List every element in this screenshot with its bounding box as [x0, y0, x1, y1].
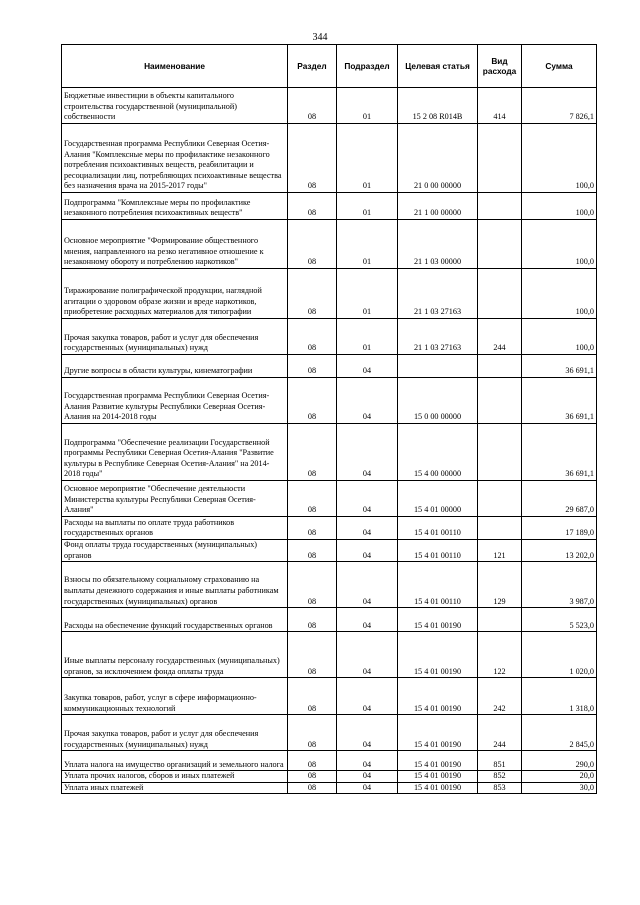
row-target	[398, 355, 478, 378]
row-sum: 36 691,1	[522, 424, 597, 481]
row-name: Государственная программа Республики Северная Осетия-Алания Развитие культуры Республики Северная Осетия-Алания на 2014-2018 годы	[62, 378, 288, 424]
row-subsection: 04	[337, 562, 398, 608]
row-sum: 17 189,0	[522, 517, 597, 540]
row-sum: 36 691,1	[522, 378, 597, 424]
table-row	[62, 632, 597, 678]
row-name: Расходы на выплаты по оплате труда работников государственных органов	[62, 517, 288, 540]
row-sum: 100,0	[522, 269, 597, 319]
row-name: Иные выплаты персоналу государственных (муниципальных) органов, за исключением фонда оплаты труда	[62, 632, 288, 678]
row-name: Основное мероприятие "Формирование общественного мнения, направленного на резко негативное отношение к незаконному обороту и потреблению наркотиков"	[62, 220, 288, 269]
row-target: 15 4 01 00190	[398, 608, 478, 632]
row-name: Бюджетные инвестиции в объекты капитального строительства государственной (муниципальной) собственности	[62, 88, 288, 124]
table-row	[62, 193, 597, 220]
row-expense-type: 852	[478, 771, 522, 783]
row-target: 15 4 01 00190	[398, 751, 478, 771]
row-subsection: 01	[337, 193, 398, 220]
row-expense-type	[478, 124, 522, 193]
row-subsection: 01	[337, 88, 398, 124]
row-target: 15 4 01 00190	[398, 715, 478, 751]
row-sum: 290,0	[522, 751, 597, 771]
row-target: 21 1 03 27163	[398, 269, 478, 319]
row-expense-type: 129	[478, 562, 522, 608]
row-section: 08	[288, 481, 337, 517]
row-target: 21 0 00 00000	[398, 124, 478, 193]
row-name: Взносы по обязательному социальному страхованию на выплаты денежного содержания и иные выплаты работникам государственных (муниципальных) органов	[62, 562, 288, 608]
row-name: Государственная программа Республики Северная Осетия-Алания "Комплексные меры по профилактике незаконного потребления психоактивных веществ, реабилитации и ресоциализации лиц, потребляющих психоактивные вещества без назначения врача на 2015-2017 годы"	[62, 124, 288, 193]
row-section: 08	[288, 715, 337, 751]
table-row	[62, 269, 597, 319]
row-subsection: 04	[337, 608, 398, 632]
row-sum: 36 691,1	[522, 355, 597, 378]
table-row	[62, 715, 597, 751]
row-expense-type	[478, 269, 522, 319]
table-row	[62, 540, 597, 562]
row-sum: 20,0	[522, 771, 597, 783]
row-name: Уплата налога на имущество организаций и земельного налога	[62, 751, 288, 771]
header-sum: Сумма	[522, 45, 597, 88]
row-section: 08	[288, 124, 337, 193]
row-expense-type	[478, 517, 522, 540]
row-target: 15 4 01 00000	[398, 481, 478, 517]
table-row	[62, 378, 597, 424]
row-subsection: 04	[337, 481, 398, 517]
row-sum: 5 523,0	[522, 608, 597, 632]
row-section: 08	[288, 771, 337, 783]
page-number: 344	[312, 32, 328, 43]
row-target: 15 4 01 00110	[398, 540, 478, 562]
row-section: 08	[288, 319, 337, 355]
row-section: 08	[288, 632, 337, 678]
row-subsection: 04	[337, 715, 398, 751]
row-expense-type	[478, 378, 522, 424]
row-expense-type: 244	[478, 319, 522, 355]
row-target: 15 4 01 00190	[398, 771, 478, 783]
row-subsection: 04	[337, 751, 398, 771]
budget-table	[61, 44, 597, 794]
header-target: Целевая статья	[398, 45, 478, 88]
row-subsection: 04	[337, 782, 398, 794]
row-sum: 3 987,0	[522, 562, 597, 608]
row-target: 15 0 00 00000	[398, 378, 478, 424]
table-row	[62, 608, 597, 632]
table-row	[62, 319, 597, 355]
row-name: Подпрограмма "Обеспечение реализации Государственной программы Республики Северная Осетия-Алания "Развитие культуры в Республике Северная Осетия-Алания" на 2014-2018 годы"	[62, 424, 288, 481]
row-subsection: 01	[337, 269, 398, 319]
row-name: Основное мероприятие "Обеспечение деятельности Министерства культуры Республики Северная Осетия-Алания"	[62, 481, 288, 517]
row-section: 08	[288, 378, 337, 424]
row-target: 21 1 03 00000	[398, 220, 478, 269]
row-expense-type: 121	[478, 540, 522, 562]
row-section: 08	[288, 355, 337, 378]
row-name: Подпрограмма "Комплексные меры по профилактике незаконного потребления психоактивных веществ"	[62, 193, 288, 220]
row-subsection: 04	[337, 771, 398, 783]
header-name: Наименование	[62, 45, 288, 88]
row-section: 08	[288, 608, 337, 632]
row-name: Закупка товаров, работ, услуг в сфере информационно-коммуникационных технологий	[62, 678, 288, 715]
table-row	[62, 771, 597, 783]
row-section: 08	[288, 751, 337, 771]
row-name: Прочая закупка товаров, работ и услуг для обеспечения государственных (муниципальных) нужд	[62, 319, 288, 355]
row-subsection: 04	[337, 517, 398, 540]
table-row	[62, 481, 597, 517]
table-row	[62, 678, 597, 715]
row-subsection: 04	[337, 424, 398, 481]
row-expense-type	[478, 424, 522, 481]
row-subsection: 04	[337, 378, 398, 424]
row-expense-type: 122	[478, 632, 522, 678]
table-row	[62, 562, 597, 608]
row-sum: 100,0	[522, 220, 597, 269]
row-sum: 2 845,0	[522, 715, 597, 751]
row-subsection: 01	[337, 319, 398, 355]
row-sum: 100,0	[522, 124, 597, 193]
row-sum: 100,0	[522, 193, 597, 220]
row-expense-type: 414	[478, 88, 522, 124]
row-sum: 1 318,0	[522, 678, 597, 715]
header-expense-type: Вид расхода	[478, 45, 522, 88]
row-expense-type: 244	[478, 715, 522, 751]
row-section: 08	[288, 424, 337, 481]
row-name: Уплата иных платежей	[62, 782, 288, 794]
row-target: 15 4 01 00190	[398, 782, 478, 794]
row-expense-type: 851	[478, 751, 522, 771]
table-row	[62, 424, 597, 481]
row-target: 21 1 03 27163	[398, 319, 478, 355]
row-section: 08	[288, 678, 337, 715]
row-target: 15 4 01 00110	[398, 562, 478, 608]
row-expense-type	[478, 608, 522, 632]
row-subsection: 04	[337, 678, 398, 715]
row-sum: 7 826,1	[522, 88, 597, 124]
row-sum: 1 020,0	[522, 632, 597, 678]
row-section: 08	[288, 269, 337, 319]
row-name: Уплата прочих налогов, сборов и иных платежей	[62, 771, 288, 783]
row-expense-type	[478, 355, 522, 378]
header-subsection: Подраздел	[337, 45, 398, 88]
table-row	[62, 355, 597, 378]
row-section: 08	[288, 540, 337, 562]
row-target: 15 2 08 R014В	[398, 88, 478, 124]
row-name: Прочая закупка товаров, работ и услуг для обеспечения государственных (муниципальных) нужд	[62, 715, 288, 751]
row-section: 08	[288, 517, 337, 540]
row-section: 08	[288, 193, 337, 220]
table-row	[62, 88, 597, 124]
row-expense-type: 242	[478, 678, 522, 715]
row-sum: 30,0	[522, 782, 597, 794]
row-target: 15 4 01 00190	[398, 632, 478, 678]
row-target: 15 4 01 00190	[398, 678, 478, 715]
table-row	[62, 124, 597, 193]
row-subsection: 01	[337, 124, 398, 193]
row-expense-type	[478, 193, 522, 220]
row-section: 08	[288, 88, 337, 124]
header-section: Раздел	[288, 45, 337, 88]
row-sum: 13 202,0	[522, 540, 597, 562]
row-sum: 100,0	[522, 319, 597, 355]
row-expense-type	[478, 481, 522, 517]
table-row	[62, 782, 597, 794]
row-subsection: 04	[337, 355, 398, 378]
row-section: 08	[288, 562, 337, 608]
row-subsection: 04	[337, 540, 398, 562]
row-section: 08	[288, 220, 337, 269]
row-subsection: 04	[337, 632, 398, 678]
row-name: Фонд оплаты труда государственных (муниципальных) органов	[62, 540, 288, 562]
row-target: 15 4 00 00000	[398, 424, 478, 481]
row-section: 08	[288, 782, 337, 794]
row-subsection: 01	[337, 220, 398, 269]
table-header-row	[62, 45, 597, 88]
row-name: Расходы на обеспечение функций государственных органов	[62, 608, 288, 632]
row-name: Тиражирование полиграфической продукции, наглядной агитации о здоровом образе жизни и вреде наркотиков, приобретение расходных материалов для типографии	[62, 269, 288, 319]
row-expense-type: 853	[478, 782, 522, 794]
row-target: 21 1 00 00000	[398, 193, 478, 220]
row-target: 15 4 01 00110	[398, 517, 478, 540]
table-row	[62, 517, 597, 540]
row-sum: 29 687,0	[522, 481, 597, 517]
row-expense-type	[478, 220, 522, 269]
row-name: Другие вопросы в области культуры, кинематографии	[62, 355, 288, 378]
table-row	[62, 751, 597, 771]
table-row	[62, 220, 597, 269]
